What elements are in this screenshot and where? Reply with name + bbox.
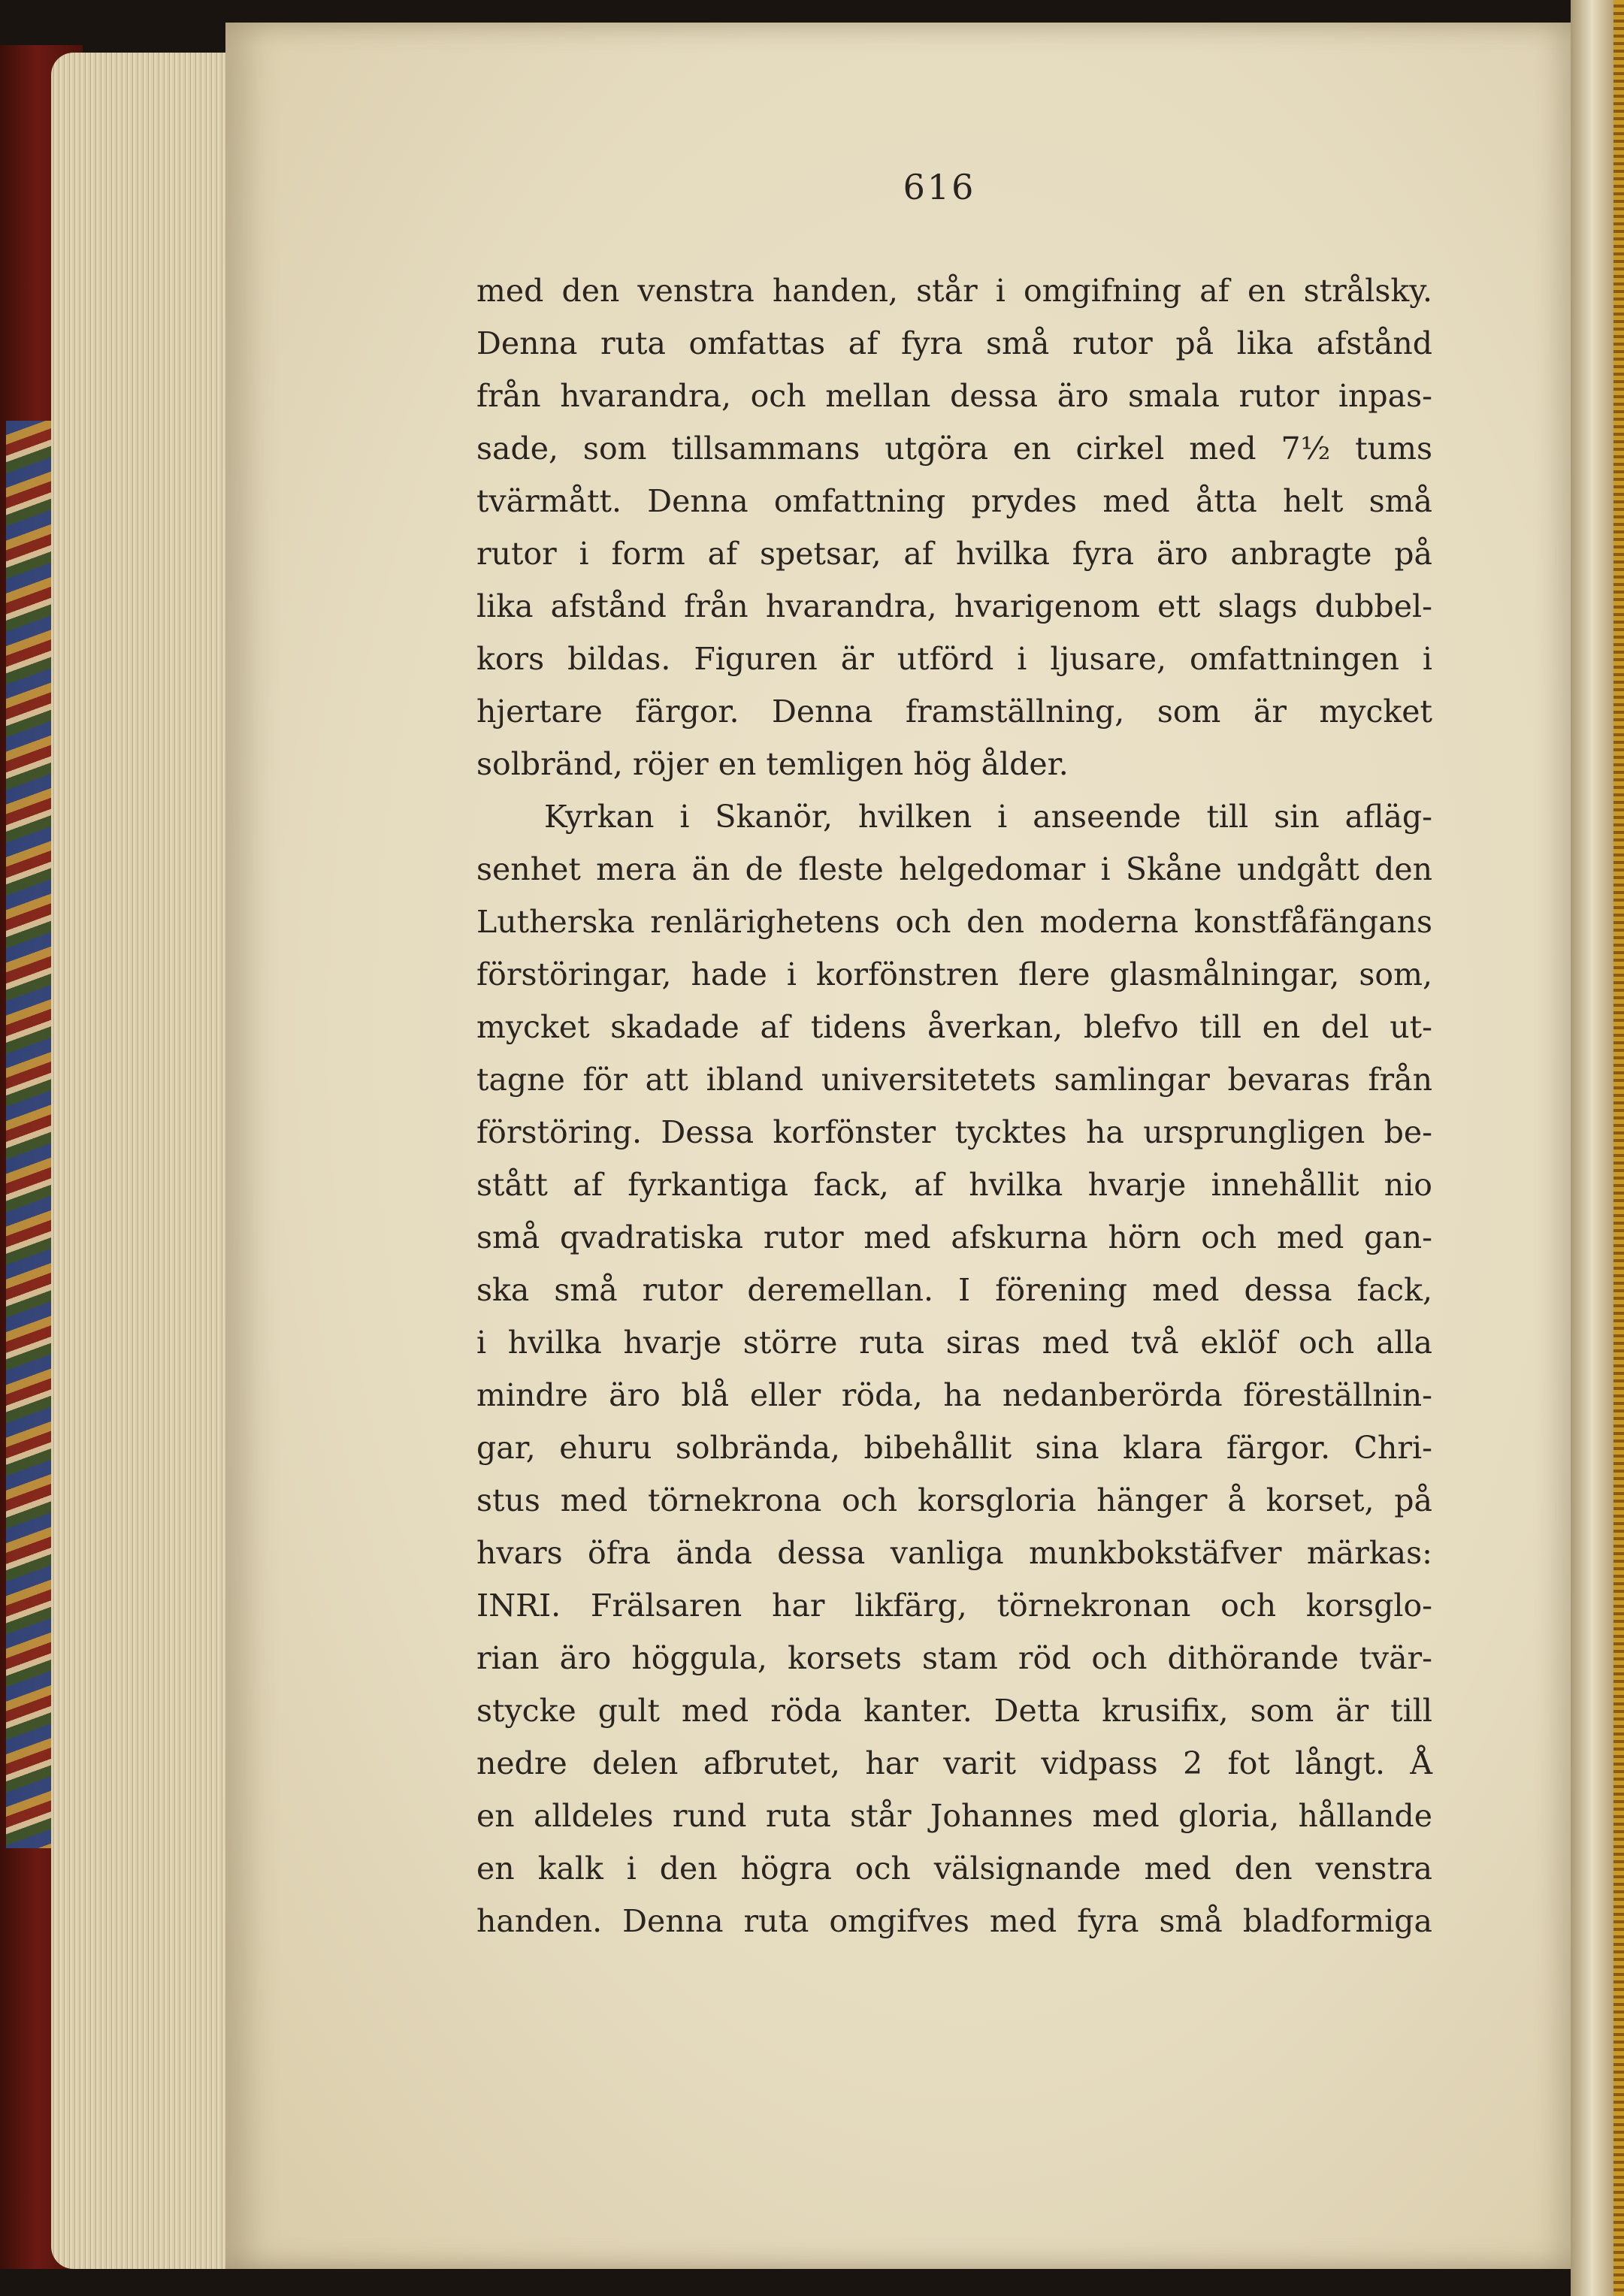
page-block-edges — [51, 53, 239, 2269]
text-line: stått af fyrkantiga fack, af hvilka hvarje innehållit nio — [476, 1167, 1432, 1203]
text-line: hvars öfra ända dessa vanliga munkbokstäfver märkas: — [476, 1535, 1432, 1571]
text-block — [476, 264, 1432, 1947]
text-line: små qvadratiska rutor med afskurna hörn och med gan- — [476, 1219, 1432, 1255]
text-line: en alldeles rund ruta står Johannes med gloria, hållande — [476, 1798, 1432, 1834]
text-line: ska små rutor deremellan. I förening med dessa fack, — [476, 1272, 1432, 1308]
text-line: förstöring. Dessa korfönster tycktes ha ursprungligen be- — [476, 1114, 1432, 1150]
text-line: stus med törnekrona och korsgloria hänger å korset, på — [476, 1482, 1432, 1518]
text-line: tagne för att ibland universitetets samlingar bevaras från — [476, 1062, 1432, 1098]
text-line: en kalk i den högra och välsignande med den venstra — [476, 1850, 1432, 1887]
text-line: Denna ruta omfattas af fyra små rutor på lika afstånd — [476, 325, 1432, 361]
text-line: solbränd, röjer en temligen hög ålder. — [476, 746, 1069, 782]
text-line: rian äro höggula, korsets stam röd och dithörande tvär- — [476, 1640, 1432, 1676]
text-line: lika afstånd från hvarandra, hvarigenom ett slags dubbel- — [476, 588, 1432, 624]
text-line: från hvarandra, och mellan dessa äro smala rutor inpas- — [476, 378, 1432, 414]
text-line: kors bildas. Figuren är utförd i ljusare, omfattningen i — [476, 641, 1432, 677]
text-line: senhet mera än de fleste helgedomar i Skåne undgått den — [476, 851, 1432, 887]
text-line: tvärmått. Denna omfattning prydes med åtta helt små — [476, 483, 1432, 519]
next-page-gutter — [1571, 0, 1624, 2296]
text-line: handen. Denna ruta omgifves med fyra små bladformiga — [476, 1903, 1432, 1939]
text-line: mindre äro blå eller röda, ha nedanberörda föreställnin- — [476, 1377, 1432, 1413]
page-number: 616 — [903, 167, 976, 207]
text-line: stycke gult med röda kanter. Detta krusifix, som är till — [476, 1693, 1432, 1729]
text-line: INRI. Frälsaren har likfärg, törnekronan och korsglo- — [476, 1588, 1432, 1624]
text-line: rutor i form af spetsar, af hvilka fyra äro anbragte på — [476, 536, 1432, 572]
text-line: sade, som tillsammans utgöra en cirkel med 7½ tums — [476, 430, 1432, 467]
text-line: förstöringar, hade i korfönstren flere glasmålningar, som, — [476, 956, 1432, 992]
text-line: med den venstra handen, står i omgifning af en strålsky. — [476, 273, 1432, 309]
text-line: gar, ehuru solbrända, bibehållit sina klara färgor. Chri- — [476, 1430, 1432, 1466]
text-line: mycket skadade af tidens åverkan, blefvo till en del ut- — [476, 1009, 1432, 1045]
text-line: nedre delen afbrutet, har varit vidpass 2 fot långt. Å — [476, 1745, 1432, 1781]
text-line: i hvilka hvarje större ruta siras med två eklöf och alla — [476, 1325, 1432, 1361]
text-line: hjertare färgor. Denna framställning, som är mycket — [476, 693, 1432, 730]
text-line: Lutherska renlärighetens och den moderna konstfåfängans — [476, 904, 1432, 940]
paragraph-start-line: Kyrkan i Skanör, hvilken i anseende till sin afläg- — [544, 799, 1432, 835]
